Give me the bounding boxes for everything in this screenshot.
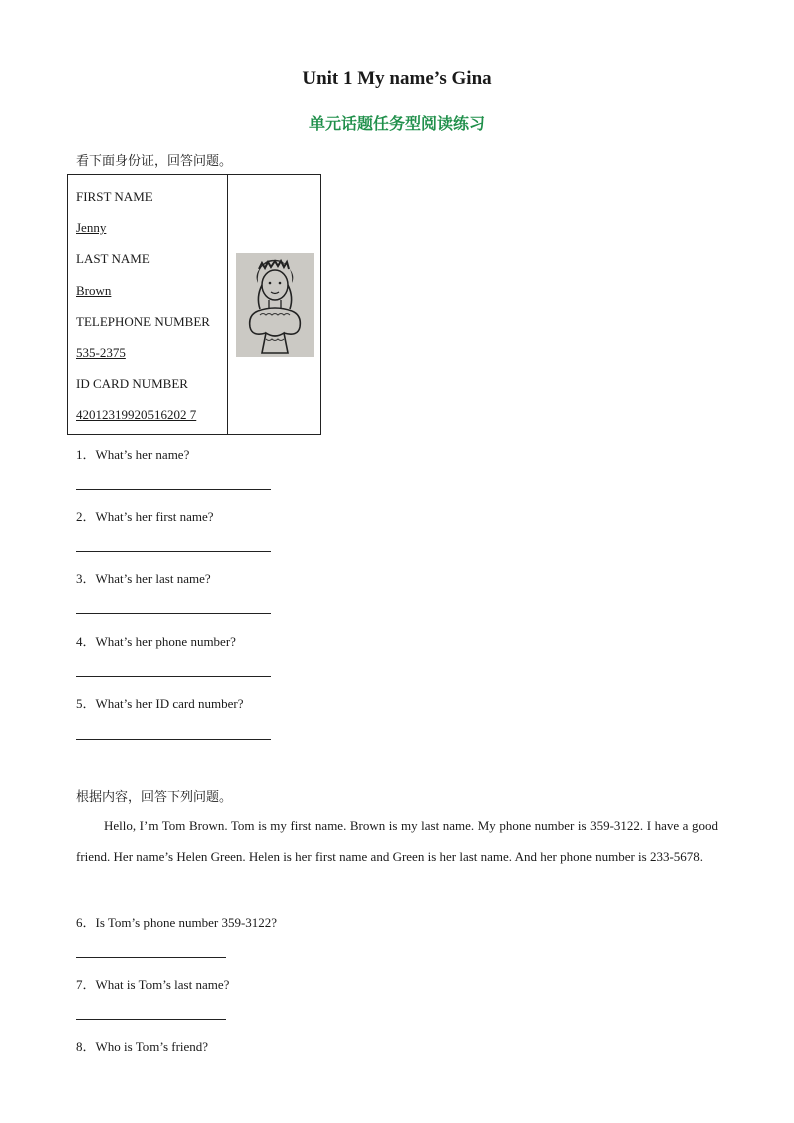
reading-passage xyxy=(76,810,718,872)
answer-line-5[interactable] xyxy=(76,739,271,740)
answer-line-7[interactable] xyxy=(76,1019,226,1020)
section1-instruction: 看下面身份证，回答问题。 xyxy=(76,154,233,169)
id-photo xyxy=(236,253,314,357)
answer-line-3[interactable] xyxy=(76,613,271,614)
id-card-divider xyxy=(227,175,228,434)
question-1: 1．What’s her name? xyxy=(76,447,190,462)
question-8: 8．Who is Tom’s friend? xyxy=(76,1039,209,1054)
first-name-value: Jenny xyxy=(76,220,107,235)
id-card-number-value: 42012319920516202 7 xyxy=(76,407,197,422)
page-subtitle: 单元话题任务型阅读练习 xyxy=(308,114,485,133)
section2-instruction: 根据内容，回答下列问题。 xyxy=(76,790,233,805)
passage-text: Hello, I’m Tom Brown. Tom is my first name. Brown is my last name. My phone number is 359-3122. I have a good friend. Her name’s Helen Green. Helen is her first name and Green is her last name. And her phone number is 233-5678. xyxy=(76,818,718,864)
question-4: 4．What’s her phone number? xyxy=(76,634,236,649)
question-5: 5．What’s her ID card number? xyxy=(76,696,244,711)
question-3: 3．What’s her last name? xyxy=(76,571,211,586)
telephone-label: TELEPHONE NUMBER xyxy=(76,314,210,329)
last-name-label: LAST NAME xyxy=(76,251,150,266)
question-7: 7．What is Tom’s last name? xyxy=(76,977,230,992)
telephone-value: 535-2375 xyxy=(76,345,126,360)
answer-line-2[interactable] xyxy=(76,551,271,552)
girl-drawing-icon xyxy=(236,253,314,357)
answer-line-6[interactable] xyxy=(76,957,226,958)
page-title: Unit 1 My name’s Gina xyxy=(302,68,492,89)
question-6: 6．Is Tom’s phone number 359-3122? xyxy=(76,915,278,930)
id-card-number-label: ID CARD NUMBER xyxy=(76,376,188,391)
answer-line-4[interactable] xyxy=(76,676,271,677)
answer-line-1[interactable] xyxy=(76,489,271,490)
last-name-value: Brown xyxy=(76,283,112,298)
question-2: 2．What’s her first name? xyxy=(76,509,214,524)
first-name-label: FIRST NAME xyxy=(76,189,153,204)
id-card xyxy=(67,174,321,435)
